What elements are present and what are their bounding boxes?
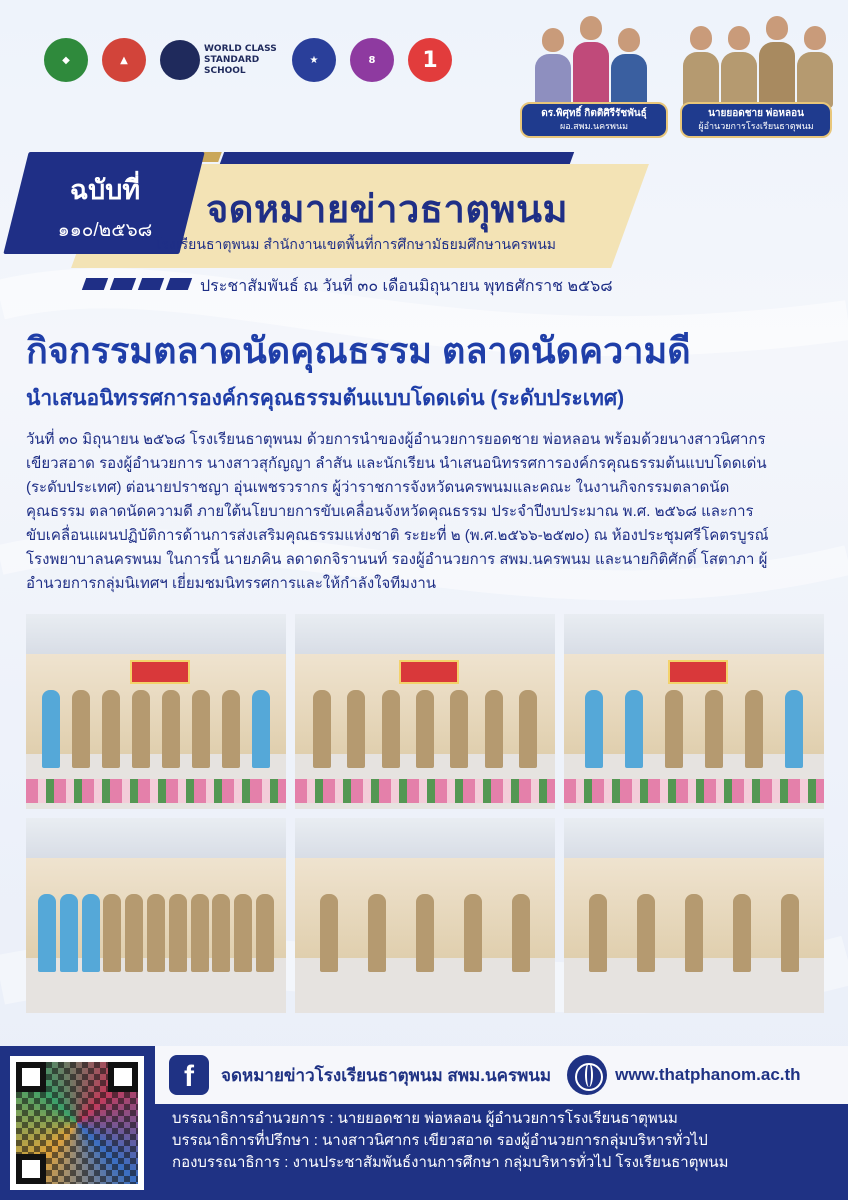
credit-line: บรรณาธิการที่ปรึกษา : นางสาวนิศากร เขียวสอาด รองผู้อำนวยการกลุ่มบริหารทั่วไป [172,1132,708,1149]
school-director-name-badge: นายยอดชาย พ่อหลอน ผู้อำนวยการโรงเรียนธาตุพนม [680,102,832,138]
photo-governor-visit-1 [295,818,555,1013]
dash-decoration [84,278,190,290]
person [722,26,756,108]
logo-row [44,38,452,82]
person [574,16,608,110]
secondary-education-logo: ★ [292,38,336,82]
article-body: วันที่ ๓๐ มิถุนายน ๒๕๖๘ โรงเรียนธาตุพนม ด้วยการนำของผู้อำนวยการยอดชาย พ่อหลอน พร้อมด้วยนางสาวนิศากร เขียวสอาด รองผู้อำนวยการ นางสาวสุกัญญา ลำสัน และนักเรียน นำเสนอนิทรรศการองค์กรคุณธรรมต้นแบบโดดเด่น (ระดับประเทศ) ต่อนายปราชญา อุ่นเพชรวรากร ผู้ว่าราชการจังหวัดนครพนมและคณะ ในงานกิจกรรมตลาดนัด คุณธรรม ตลาดนัดความดี ภายใต้นโยบายการขับเคลื่อนจังหวัดคุณธรรม ประจำปีงบประมาณ พ.ศ. ๒๕๖๘ และการ ขับเคลื่อนแผนปฏิบัติการด้านการส่งเสริมคุณธรรมแห่งชาติ ระยะที่ ๒ (พ.ศ.๒๕๖๖-๒๕๗๐) ณ ห้องประชุมศรีโคตรบูรณ์ โรงพยาบาลนครพนม ในการนี้ นายภคิน ลดาดกจิรานนท์ รองผู้อำนวยการ สพม.นครพนม และนายกิติศักดิ์ โสตาภา ผู้ อำนวยการกลุ่มนิเทศฯ เยี่ยมชมนิทรรศการและให้กำลังใจทีมงาน [26,431,769,592]
qr-corner [16,1062,46,1092]
facebook-page-link[interactable]: จดหมายข่าวโรงเรียนธาตุพนม สพม.นครพนม [221,1065,552,1085]
person [760,16,794,108]
photo-grid [26,614,824,1013]
director-name-badge: ดร.พิศุทธิ์ กิตติศิรีรัชพันธุ์ ผอ.สพม.นครพนม [520,102,668,138]
person [684,26,718,108]
website-link[interactable]: www.thatphanom.ac.th [615,1065,801,1084]
person [612,28,646,110]
newsletter-subtitle: โรงเรียนธาตุพนม สำนักงานเขตพื้นที่การศึกษามัธยมศึกษานครพนม [154,236,557,252]
director-group-left [536,16,646,110]
contact-strip [155,1046,848,1104]
qr-corner [108,1062,138,1092]
globe-icon[interactable] [567,1055,607,1095]
issue-label: ฉบับที่ [69,175,141,205]
photo-students-with-teacher [564,614,824,809]
article-headline: กิจกรรมตลาดนัดคุณธรรม ตลาดนัดความดี [26,330,691,371]
newsletter-title: จดหมายข่าวธาตุพนม [206,189,569,231]
director-group-right [684,16,832,108]
editorial-credits [172,1108,842,1174]
credit-line: บรรณาธิการอำนวยการ : นายยอดชาย พ่อหลอน ผู้อำนวยการโรงเรียนธาตุพนม [172,1110,678,1127]
photo-group-exhibition-1 [26,614,286,809]
masthead-top-stripe [220,152,574,164]
moral-organization-logo: 8 [350,38,394,82]
credit-line: กองบรรณาธิการ : งานประชาสัมพันธ์งานการศึกษา กลุ่มบริหารทั่วไป โรงเรียนธาตุพนม [172,1154,729,1171]
facebook-icon[interactable]: f [169,1055,209,1095]
issue-number: ๑๑๐/๒๕๖๘ [57,220,153,241]
photo-governor-visit-2 [564,818,824,1013]
photo-group-exhibition-2 [295,614,555,809]
qr-code[interactable] [10,1056,144,1190]
qr-corner [16,1154,46,1184]
article-subheadline: นำเสนอนิทรรศการองค์กรคุณธรรมต้นแบบโดดเด่น (ระดับประเทศ) [26,387,625,410]
person [536,28,570,110]
obec-logo: ▲ [102,38,146,82]
school-crest-logo: ◆ [44,38,88,82]
qr-pattern [16,1062,138,1184]
world-class-standard-school-logo: WORLD CLASS STANDARD SCHOOL [160,38,278,82]
number-one-logo: 1 [408,38,452,82]
globe-icon [160,40,200,80]
person [798,26,832,108]
publish-date: ประชาสัมพันธ์ ณ วันที่ ๓๐ เดือนมิถุนายน พุทธศักราช ๒๕๖๘ [200,278,613,295]
photo-wide-group [26,818,286,1013]
